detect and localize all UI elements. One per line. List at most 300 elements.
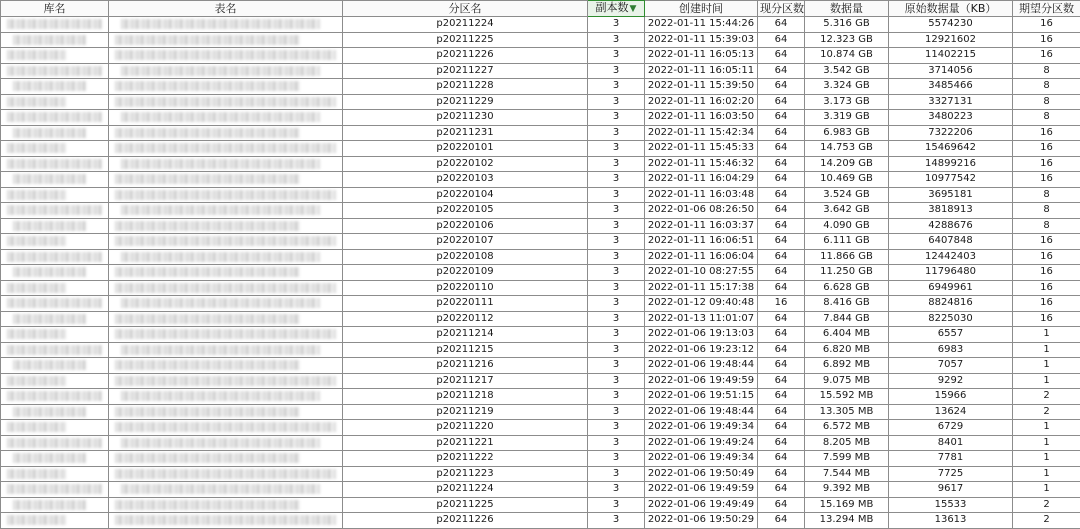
- cell-db-name[interactable]: [1, 110, 109, 126]
- cell-expected-partitions[interactable]: 2: [1013, 497, 1080, 513]
- col-header-data-size[interactable]: 数据量: [805, 1, 889, 17]
- cell-partition-name[interactable]: p20211215: [343, 342, 588, 358]
- cell-current-partitions[interactable]: 64: [758, 32, 805, 48]
- cell-expected-partitions[interactable]: 16: [1013, 141, 1080, 157]
- cell-created-time[interactable]: 2022-01-11 16:03:37: [645, 218, 758, 234]
- cell-expected-partitions[interactable]: 1: [1013, 482, 1080, 498]
- cell-expected-partitions[interactable]: 16: [1013, 32, 1080, 48]
- cell-table-name[interactable]: [109, 342, 343, 358]
- cell-current-partitions[interactable]: 64: [758, 187, 805, 203]
- cell-replicas[interactable]: 3: [588, 110, 645, 126]
- cell-current-partitions[interactable]: 64: [758, 17, 805, 33]
- cell-db-name[interactable]: [1, 172, 109, 188]
- cell-created-time[interactable]: 2022-01-06 19:23:12: [645, 342, 758, 358]
- cell-expected-partitions[interactable]: 16: [1013, 311, 1080, 327]
- cell-raw-size-kb[interactable]: 7725: [889, 466, 1013, 482]
- cell-raw-size-kb[interactable]: 3480223: [889, 110, 1013, 126]
- cell-table-name[interactable]: [109, 79, 343, 95]
- cell-created-time[interactable]: 2022-01-06 19:49:59: [645, 373, 758, 389]
- cell-partition-name[interactable]: p20220107: [343, 234, 588, 250]
- cell-expected-partitions[interactable]: 1: [1013, 451, 1080, 467]
- cell-partition-name[interactable]: p20211231: [343, 125, 588, 141]
- cell-data-size[interactable]: 6.892 MB: [805, 358, 889, 374]
- cell-current-partitions[interactable]: 64: [758, 497, 805, 513]
- cell-current-partitions[interactable]: 64: [758, 420, 805, 436]
- cell-partition-name[interactable]: p20220108: [343, 249, 588, 265]
- cell-current-partitions[interactable]: 64: [758, 451, 805, 467]
- cell-created-time[interactable]: 2022-01-06 19:50:49: [645, 466, 758, 482]
- cell-table-name[interactable]: [109, 63, 343, 79]
- cell-created-time[interactable]: 2022-01-11 16:05:13: [645, 48, 758, 64]
- cell-data-size[interactable]: 4.090 GB: [805, 218, 889, 234]
- cell-partition-name[interactable]: p20220106: [343, 218, 588, 234]
- cell-created-time[interactable]: 2022-01-11 15:46:32: [645, 156, 758, 172]
- cell-partition-name[interactable]: p20211219: [343, 404, 588, 420]
- cell-table-name[interactable]: [109, 482, 343, 498]
- cell-created-time[interactable]: 2022-01-11 16:03:48: [645, 187, 758, 203]
- cell-partition-name[interactable]: p20211226: [343, 48, 588, 64]
- cell-current-partitions[interactable]: 64: [758, 373, 805, 389]
- cell-current-partitions[interactable]: 64: [758, 141, 805, 157]
- cell-raw-size-kb[interactable]: 12442403: [889, 249, 1013, 265]
- cell-created-time[interactable]: 2022-01-10 08:27:55: [645, 265, 758, 281]
- cell-partition-name[interactable]: p20220112: [343, 311, 588, 327]
- cell-partition-name[interactable]: p20211214: [343, 327, 588, 343]
- cell-data-size[interactable]: 6.820 MB: [805, 342, 889, 358]
- cell-db-name[interactable]: [1, 125, 109, 141]
- cell-db-name[interactable]: [1, 203, 109, 219]
- cell-data-size[interactable]: 7.544 MB: [805, 466, 889, 482]
- cell-table-name[interactable]: [109, 94, 343, 110]
- col-header-current-partitions[interactable]: 现分区数: [758, 1, 805, 17]
- cell-raw-size-kb[interactable]: 3327131: [889, 94, 1013, 110]
- cell-raw-size-kb[interactable]: 5574230: [889, 17, 1013, 33]
- cell-current-partitions[interactable]: 64: [758, 79, 805, 95]
- cell-expected-partitions[interactable]: 16: [1013, 234, 1080, 250]
- cell-replicas[interactable]: 3: [588, 482, 645, 498]
- cell-table-name[interactable]: [109, 466, 343, 482]
- cell-data-size[interactable]: 6.983 GB: [805, 125, 889, 141]
- cell-table-name[interactable]: [109, 296, 343, 312]
- cell-db-name[interactable]: [1, 141, 109, 157]
- cell-table-name[interactable]: [109, 110, 343, 126]
- cell-expected-partitions[interactable]: 16: [1013, 125, 1080, 141]
- cell-created-time[interactable]: 2022-01-11 16:02:20: [645, 94, 758, 110]
- cell-partition-name[interactable]: p20220103: [343, 172, 588, 188]
- cell-replicas[interactable]: 3: [588, 373, 645, 389]
- cell-raw-size-kb[interactable]: 15533: [889, 497, 1013, 513]
- cell-raw-size-kb[interactable]: 3714056: [889, 63, 1013, 79]
- cell-created-time[interactable]: 2022-01-11 15:42:34: [645, 125, 758, 141]
- cell-table-name[interactable]: [109, 172, 343, 188]
- cell-created-time[interactable]: 2022-01-13 11:01:07: [645, 311, 758, 327]
- cell-table-name[interactable]: [109, 513, 343, 529]
- col-header-partition-name[interactable]: 分区名: [343, 1, 588, 17]
- cell-expected-partitions[interactable]: 8: [1013, 94, 1080, 110]
- cell-table-name[interactable]: [109, 249, 343, 265]
- cell-raw-size-kb[interactable]: 11796480: [889, 265, 1013, 281]
- cell-current-partitions[interactable]: 64: [758, 404, 805, 420]
- cell-partition-name[interactable]: p20220105: [343, 203, 588, 219]
- cell-raw-size-kb[interactable]: 13613: [889, 513, 1013, 529]
- cell-current-partitions[interactable]: 64: [758, 513, 805, 529]
- cell-current-partitions[interactable]: 64: [758, 358, 805, 374]
- cell-partition-name[interactable]: p20211227: [343, 63, 588, 79]
- cell-created-time[interactable]: 2022-01-12 09:40:48: [645, 296, 758, 312]
- cell-table-name[interactable]: [109, 48, 343, 64]
- cell-db-name[interactable]: [1, 17, 109, 33]
- cell-data-size[interactable]: 13.294 MB: [805, 513, 889, 529]
- cell-data-size[interactable]: 9.392 MB: [805, 482, 889, 498]
- cell-replicas[interactable]: 3: [588, 94, 645, 110]
- cell-expected-partitions[interactable]: 16: [1013, 156, 1080, 172]
- cell-created-time[interactable]: 2022-01-06 19:49:24: [645, 435, 758, 451]
- cell-replicas[interactable]: 3: [588, 327, 645, 343]
- cell-data-size[interactable]: 13.305 MB: [805, 404, 889, 420]
- cell-current-partitions[interactable]: 64: [758, 280, 805, 296]
- cell-current-partitions[interactable]: 64: [758, 172, 805, 188]
- cell-raw-size-kb[interactable]: 8225030: [889, 311, 1013, 327]
- cell-replicas[interactable]: 3: [588, 342, 645, 358]
- cell-partition-name[interactable]: p20211225: [343, 32, 588, 48]
- cell-table-name[interactable]: [109, 389, 343, 405]
- cell-data-size[interactable]: 11.866 GB: [805, 249, 889, 265]
- cell-db-name[interactable]: [1, 48, 109, 64]
- cell-partition-name[interactable]: p20211224: [343, 17, 588, 33]
- cell-db-name[interactable]: [1, 420, 109, 436]
- cell-current-partitions[interactable]: 64: [758, 234, 805, 250]
- cell-db-name[interactable]: [1, 32, 109, 48]
- col-header-db-name[interactable]: 库名: [1, 1, 109, 17]
- col-header-created-time[interactable]: 创建时间: [645, 1, 758, 17]
- cell-partition-name[interactable]: p20220104: [343, 187, 588, 203]
- cell-created-time[interactable]: 2022-01-06 19:48:44: [645, 358, 758, 374]
- cell-replicas[interactable]: 3: [588, 203, 645, 219]
- cell-expected-partitions[interactable]: 2: [1013, 404, 1080, 420]
- cell-db-name[interactable]: [1, 94, 109, 110]
- cell-data-size[interactable]: 14.753 GB: [805, 141, 889, 157]
- cell-db-name[interactable]: [1, 404, 109, 420]
- cell-expected-partitions[interactable]: 8: [1013, 187, 1080, 203]
- cell-data-size[interactable]: 6.628 GB: [805, 280, 889, 296]
- cell-raw-size-kb[interactable]: 7322206: [889, 125, 1013, 141]
- cell-current-partitions[interactable]: 64: [758, 265, 805, 281]
- cell-partition-name[interactable]: p20220111: [343, 296, 588, 312]
- cell-db-name[interactable]: [1, 234, 109, 250]
- cell-current-partitions[interactable]: 64: [758, 63, 805, 79]
- cell-expected-partitions[interactable]: 16: [1013, 265, 1080, 281]
- cell-partition-name[interactable]: p20211225: [343, 497, 588, 513]
- cell-partition-name[interactable]: p20220101: [343, 141, 588, 157]
- cell-db-name[interactable]: [1, 249, 109, 265]
- cell-expected-partitions[interactable]: 16: [1013, 17, 1080, 33]
- cell-table-name[interactable]: [109, 187, 343, 203]
- cell-expected-partitions[interactable]: 16: [1013, 249, 1080, 265]
- cell-data-size[interactable]: 7.844 GB: [805, 311, 889, 327]
- cell-db-name[interactable]: [1, 79, 109, 95]
- cell-expected-partitions[interactable]: 1: [1013, 358, 1080, 374]
- cell-replicas[interactable]: 3: [588, 187, 645, 203]
- cell-current-partitions[interactable]: 64: [758, 342, 805, 358]
- cell-raw-size-kb[interactable]: 6729: [889, 420, 1013, 436]
- cell-data-size[interactable]: 8.205 MB: [805, 435, 889, 451]
- cell-table-name[interactable]: [109, 373, 343, 389]
- cell-current-partitions[interactable]: 64: [758, 203, 805, 219]
- cell-db-name[interactable]: [1, 513, 109, 529]
- cell-partition-name[interactable]: p20211216: [343, 358, 588, 374]
- cell-current-partitions[interactable]: 16: [758, 296, 805, 312]
- cell-db-name[interactable]: [1, 435, 109, 451]
- cell-created-time[interactable]: 2022-01-06 19:51:15: [645, 389, 758, 405]
- cell-replicas[interactable]: 3: [588, 513, 645, 529]
- cell-replicas[interactable]: 3: [588, 172, 645, 188]
- col-header-raw-size-kb[interactable]: 原始数据量（KB）: [889, 1, 1013, 17]
- cell-raw-size-kb[interactable]: 12921602: [889, 32, 1013, 48]
- cell-current-partitions[interactable]: 64: [758, 94, 805, 110]
- cell-raw-size-kb[interactable]: 15469642: [889, 141, 1013, 157]
- cell-raw-size-kb[interactable]: 6949961: [889, 280, 1013, 296]
- cell-replicas[interactable]: 3: [588, 125, 645, 141]
- cell-replicas[interactable]: 3: [588, 249, 645, 265]
- cell-raw-size-kb[interactable]: 4288676: [889, 218, 1013, 234]
- cell-db-name[interactable]: [1, 218, 109, 234]
- cell-db-name[interactable]: [1, 358, 109, 374]
- cell-partition-name[interactable]: p20220102: [343, 156, 588, 172]
- cell-data-size[interactable]: 12.323 GB: [805, 32, 889, 48]
- cell-db-name[interactable]: [1, 466, 109, 482]
- cell-created-time[interactable]: 2022-01-06 08:26:50: [645, 203, 758, 219]
- cell-created-time[interactable]: 2022-01-11 16:06:04: [645, 249, 758, 265]
- cell-created-time[interactable]: 2022-01-06 19:48:44: [645, 404, 758, 420]
- cell-expected-partitions[interactable]: 16: [1013, 48, 1080, 64]
- cell-replicas[interactable]: 3: [588, 156, 645, 172]
- cell-partition-name[interactable]: p20211224: [343, 482, 588, 498]
- cell-data-size[interactable]: 14.209 GB: [805, 156, 889, 172]
- cell-db-name[interactable]: [1, 373, 109, 389]
- cell-created-time[interactable]: 2022-01-11 15:45:33: [645, 141, 758, 157]
- col-header-expected-partitions[interactable]: 期望分区数: [1013, 1, 1080, 17]
- cell-expected-partitions[interactable]: 1: [1013, 466, 1080, 482]
- cell-replicas[interactable]: 3: [588, 466, 645, 482]
- cell-replicas[interactable]: 3: [588, 234, 645, 250]
- cell-data-size[interactable]: 3.324 GB: [805, 79, 889, 95]
- cell-table-name[interactable]: [109, 311, 343, 327]
- cell-data-size[interactable]: 3.524 GB: [805, 187, 889, 203]
- cell-db-name[interactable]: [1, 342, 109, 358]
- cell-replicas[interactable]: 3: [588, 389, 645, 405]
- cell-raw-size-kb[interactable]: 14899216: [889, 156, 1013, 172]
- cell-current-partitions[interactable]: 64: [758, 110, 805, 126]
- cell-raw-size-kb[interactable]: 9617: [889, 482, 1013, 498]
- cell-db-name[interactable]: [1, 311, 109, 327]
- cell-replicas[interactable]: 3: [588, 79, 645, 95]
- cell-data-size[interactable]: 11.250 GB: [805, 265, 889, 281]
- col-header-table-name[interactable]: 表名: [109, 1, 343, 17]
- cell-partition-name[interactable]: p20220109: [343, 265, 588, 281]
- cell-db-name[interactable]: [1, 327, 109, 343]
- cell-raw-size-kb[interactable]: 9292: [889, 373, 1013, 389]
- cell-replicas[interactable]: 3: [588, 141, 645, 157]
- cell-current-partitions[interactable]: 64: [758, 482, 805, 498]
- cell-created-time[interactable]: 2022-01-11 16:04:29: [645, 172, 758, 188]
- cell-table-name[interactable]: [109, 32, 343, 48]
- cell-created-time[interactable]: 2022-01-11 15:17:38: [645, 280, 758, 296]
- cell-partition-name[interactable]: p20211221: [343, 435, 588, 451]
- cell-data-size[interactable]: 15.169 MB: [805, 497, 889, 513]
- cell-data-size[interactable]: 3.642 GB: [805, 203, 889, 219]
- cell-partition-name[interactable]: p20211229: [343, 94, 588, 110]
- cell-table-name[interactable]: [109, 327, 343, 343]
- filter-dropdown-icon[interactable]: ▼: [630, 4, 637, 14]
- cell-partition-name[interactable]: p20220110: [343, 280, 588, 296]
- cell-created-time[interactable]: 2022-01-06 19:13:03: [645, 327, 758, 343]
- cell-expected-partitions[interactable]: 2: [1013, 513, 1080, 529]
- cell-expected-partitions[interactable]: 1: [1013, 342, 1080, 358]
- cell-table-name[interactable]: [109, 218, 343, 234]
- cell-created-time[interactable]: 2022-01-06 19:49:34: [645, 451, 758, 467]
- cell-current-partitions[interactable]: 64: [758, 48, 805, 64]
- cell-replicas[interactable]: 3: [588, 48, 645, 64]
- col-header-replicas[interactable]: [588, 1, 645, 17]
- cell-created-time[interactable]: 2022-01-11 16:06:51: [645, 234, 758, 250]
- cell-created-time[interactable]: 2022-01-11 16:03:50: [645, 110, 758, 126]
- cell-expected-partitions[interactable]: 8: [1013, 218, 1080, 234]
- cell-data-size[interactable]: 3.542 GB: [805, 63, 889, 79]
- cell-partition-name[interactable]: p20211228: [343, 79, 588, 95]
- cell-table-name[interactable]: [109, 435, 343, 451]
- cell-expected-partitions[interactable]: 16: [1013, 296, 1080, 312]
- cell-db-name[interactable]: [1, 482, 109, 498]
- cell-table-name[interactable]: [109, 451, 343, 467]
- cell-current-partitions[interactable]: 64: [758, 466, 805, 482]
- cell-partition-name[interactable]: p20211218: [343, 389, 588, 405]
- cell-raw-size-kb[interactable]: 6407848: [889, 234, 1013, 250]
- cell-created-time[interactable]: 2022-01-06 19:49:49: [645, 497, 758, 513]
- cell-db-name[interactable]: [1, 389, 109, 405]
- cell-current-partitions[interactable]: 64: [758, 156, 805, 172]
- cell-replicas[interactable]: 3: [588, 32, 645, 48]
- cell-replicas[interactable]: 3: [588, 451, 645, 467]
- cell-table-name[interactable]: [109, 265, 343, 281]
- cell-expected-partitions[interactable]: 1: [1013, 327, 1080, 343]
- cell-created-time[interactable]: 2022-01-11 15:39:50: [645, 79, 758, 95]
- cell-partition-name[interactable]: p20211223: [343, 466, 588, 482]
- cell-current-partitions[interactable]: 64: [758, 125, 805, 141]
- cell-data-size[interactable]: 10.874 GB: [805, 48, 889, 64]
- cell-replicas[interactable]: 3: [588, 63, 645, 79]
- cell-table-name[interactable]: [109, 125, 343, 141]
- cell-db-name[interactable]: [1, 497, 109, 513]
- cell-data-size[interactable]: 3.173 GB: [805, 94, 889, 110]
- cell-table-name[interactable]: [109, 404, 343, 420]
- cell-data-size[interactable]: 6.572 MB: [805, 420, 889, 436]
- cell-raw-size-kb[interactable]: 11402215: [889, 48, 1013, 64]
- cell-data-size[interactable]: 6.404 MB: [805, 327, 889, 343]
- cell-current-partitions[interactable]: 64: [758, 435, 805, 451]
- cell-data-size[interactable]: 5.316 GB: [805, 17, 889, 33]
- cell-replicas[interactable]: 3: [588, 265, 645, 281]
- cell-db-name[interactable]: [1, 187, 109, 203]
- cell-table-name[interactable]: [109, 156, 343, 172]
- cell-current-partitions[interactable]: 64: [758, 327, 805, 343]
- cell-replicas[interactable]: 3: [588, 420, 645, 436]
- cell-current-partitions[interactable]: 64: [758, 389, 805, 405]
- cell-expected-partitions[interactable]: 16: [1013, 280, 1080, 296]
- cell-db-name[interactable]: [1, 265, 109, 281]
- cell-created-time[interactable]: 2022-01-06 19:49:59: [645, 482, 758, 498]
- cell-data-size[interactable]: 9.075 MB: [805, 373, 889, 389]
- cell-replicas[interactable]: 3: [588, 280, 645, 296]
- cell-raw-size-kb[interactable]: 7781: [889, 451, 1013, 467]
- cell-current-partitions[interactable]: 64: [758, 218, 805, 234]
- cell-raw-size-kb[interactable]: 8401: [889, 435, 1013, 451]
- cell-table-name[interactable]: [109, 203, 343, 219]
- cell-expected-partitions[interactable]: 1: [1013, 420, 1080, 436]
- cell-partition-name[interactable]: p20211222: [343, 451, 588, 467]
- cell-raw-size-kb[interactable]: 3485466: [889, 79, 1013, 95]
- cell-replicas[interactable]: 3: [588, 497, 645, 513]
- cell-data-size[interactable]: 3.319 GB: [805, 110, 889, 126]
- cell-raw-size-kb[interactable]: 3818913: [889, 203, 1013, 219]
- cell-db-name[interactable]: [1, 156, 109, 172]
- cell-replicas[interactable]: 3: [588, 435, 645, 451]
- cell-raw-size-kb[interactable]: 3695181: [889, 187, 1013, 203]
- cell-raw-size-kb[interactable]: 6983: [889, 342, 1013, 358]
- cell-replicas[interactable]: 3: [588, 311, 645, 327]
- cell-db-name[interactable]: [1, 451, 109, 467]
- cell-data-size[interactable]: 7.599 MB: [805, 451, 889, 467]
- cell-db-name[interactable]: [1, 280, 109, 296]
- cell-created-time[interactable]: 2022-01-06 19:50:29: [645, 513, 758, 529]
- cell-db-name[interactable]: [1, 296, 109, 312]
- cell-expected-partitions[interactable]: 16: [1013, 172, 1080, 188]
- cell-data-size[interactable]: 15.592 MB: [805, 389, 889, 405]
- cell-raw-size-kb[interactable]: 6557: [889, 327, 1013, 343]
- cell-created-time[interactable]: 2022-01-11 15:44:26: [645, 17, 758, 33]
- cell-raw-size-kb[interactable]: 15966: [889, 389, 1013, 405]
- cell-table-name[interactable]: [109, 420, 343, 436]
- cell-table-name[interactable]: [109, 17, 343, 33]
- cell-created-time[interactable]: 2022-01-11 16:05:11: [645, 63, 758, 79]
- cell-partition-name[interactable]: p20211217: [343, 373, 588, 389]
- cell-expected-partitions[interactable]: 1: [1013, 435, 1080, 451]
- cell-data-size[interactable]: 10.469 GB: [805, 172, 889, 188]
- cell-db-name[interactable]: [1, 63, 109, 79]
- cell-table-name[interactable]: [109, 141, 343, 157]
- cell-table-name[interactable]: [109, 358, 343, 374]
- cell-replicas[interactable]: 3: [588, 358, 645, 374]
- cell-raw-size-kb[interactable]: 10977542: [889, 172, 1013, 188]
- cell-partition-name[interactable]: p20211230: [343, 110, 588, 126]
- cell-expected-partitions[interactable]: 8: [1013, 110, 1080, 126]
- cell-expected-partitions[interactable]: 2: [1013, 389, 1080, 405]
- cell-current-partitions[interactable]: 64: [758, 249, 805, 265]
- cell-current-partitions[interactable]: 64: [758, 311, 805, 327]
- cell-raw-size-kb[interactable]: 13624: [889, 404, 1013, 420]
- cell-partition-name[interactable]: p20211220: [343, 420, 588, 436]
- cell-replicas[interactable]: 3: [588, 17, 645, 33]
- cell-raw-size-kb[interactable]: 8824816: [889, 296, 1013, 312]
- cell-created-time[interactable]: 2022-01-06 19:49:34: [645, 420, 758, 436]
- cell-data-size[interactable]: 6.111 GB: [805, 234, 889, 250]
- cell-expected-partitions[interactable]: 1: [1013, 373, 1080, 389]
- cell-created-time[interactable]: 2022-01-11 15:39:03: [645, 32, 758, 48]
- cell-table-name[interactable]: [109, 280, 343, 296]
- cell-replicas[interactable]: 3: [588, 218, 645, 234]
- cell-expected-partitions[interactable]: 8: [1013, 203, 1080, 219]
- cell-table-name[interactable]: [109, 497, 343, 513]
- cell-table-name[interactable]: [109, 234, 343, 250]
